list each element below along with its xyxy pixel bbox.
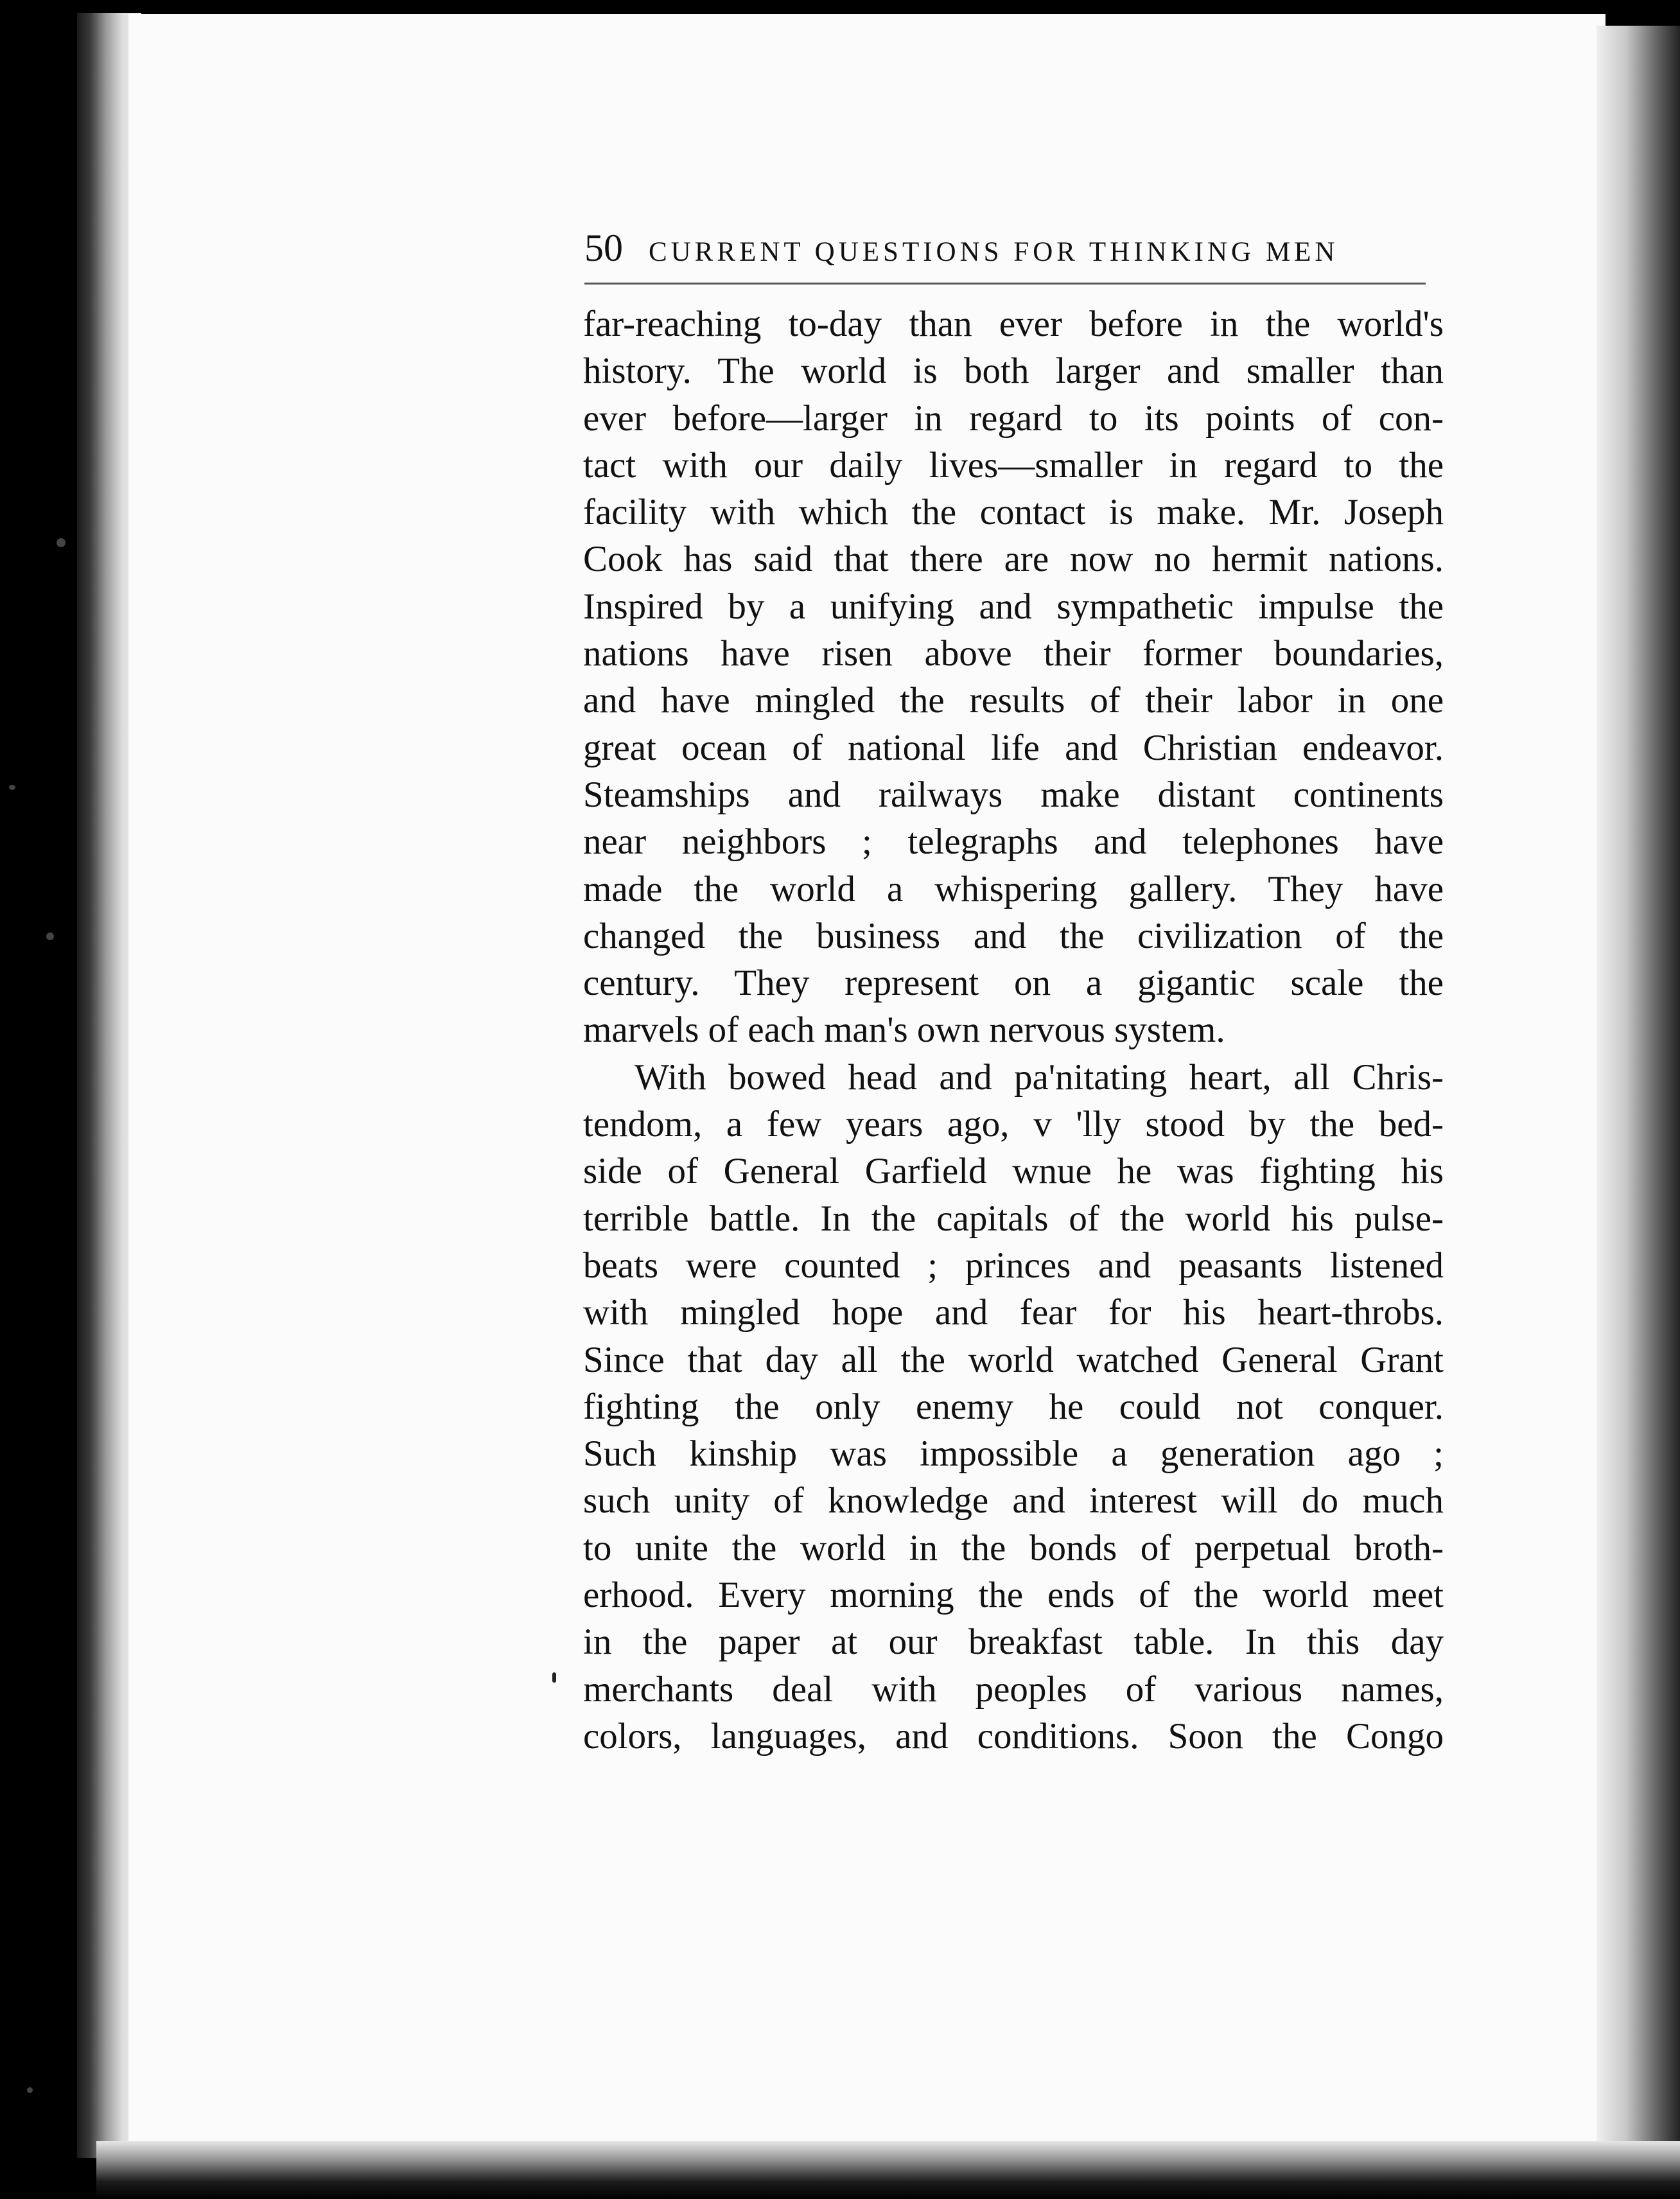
text-line: colors, languages, and conditions. Soon the Congo	[583, 1715, 1444, 1757]
text-line: history. The world is both larger and smaller than	[583, 351, 1444, 392]
margin-mark	[552, 1672, 556, 1683]
text-line: beats were counted ; princes and peasants listened	[583, 1245, 1444, 1286]
body-text	[583, 301, 1444, 1760]
scan-speck	[27, 2087, 33, 2093]
text-line: in the paper at our breakfast table. In this day	[583, 1622, 1444, 1663]
text-line: Cook has said that there are now no hermit nations.	[583, 539, 1444, 580]
paragraph-1	[583, 301, 1444, 1054]
page-bottom-edge	[96, 2141, 1680, 2199]
text-line: Since that day all the world watched General Grant	[583, 1339, 1444, 1380]
text-line: terrible battle. In the capitals of the world his pulse-	[583, 1198, 1444, 1239]
text-line: and have mingled the results of their labor in one	[583, 680, 1444, 721]
text-line: With bowed head and pa'nitating heart, all Chris-	[634, 1056, 1444, 1098]
text-line: to unite the world in the bonds of perpetual broth-	[583, 1527, 1444, 1568]
text-line: merchants deal with peoples of various names,	[583, 1669, 1444, 1710]
scan-speck	[9, 785, 15, 790]
page-fore-edge	[1597, 26, 1680, 2145]
text-line: facility with which the contact is make. Mr. Joseph	[583, 492, 1444, 533]
text-line: changed the business and the civilization of the	[583, 915, 1444, 956]
text-line: tendom, a few years ago, v 'lly stood by the bed-	[583, 1104, 1444, 1145]
running-title: CURRENT QUESTIONS FOR THINKING MEN	[649, 237, 1339, 267]
page-number: 50	[584, 227, 623, 269]
text-line: made the world a whispering gallery. They have	[583, 868, 1444, 909]
text-line: tact with our daily lives—smaller in regard to the	[583, 444, 1444, 486]
text-line: nations have risen above their former boundaries,	[583, 633, 1444, 674]
text-line: with mingled hope and fear for his heart-throbs.	[583, 1292, 1444, 1333]
text-line: Steamships and railways make distant continents	[583, 774, 1444, 815]
header-rule	[584, 283, 1426, 285]
text-line: erhood. Every morning the ends of the world meet	[583, 1575, 1444, 1616]
scan-speck	[57, 538, 66, 547]
scan-speck	[46, 933, 54, 940]
text-line: fighting the only enemy he could not conquer.	[583, 1386, 1444, 1427]
text-line: near neighbors ; telegraphs and telephones have	[583, 821, 1444, 863]
text-line: far-reaching to-day than ever before in the world's	[583, 304, 1444, 344]
text-line: such unity of knowledge and interest will do much	[583, 1480, 1444, 1521]
text-line: ever before—larger in regard to its points of con-	[583, 398, 1444, 439]
text-line: Such kinship was impossible a generation ago ;	[583, 1433, 1444, 1475]
running-head	[584, 226, 1439, 271]
text-line: side of General Garfield wnue he was fighting his	[583, 1151, 1444, 1192]
text-line: Inspired by a unifying and sympathetic impulse the	[583, 586, 1444, 627]
text-line: century. They represent on a gigantic scale the	[583, 963, 1444, 1004]
paragraph-2	[583, 1054, 1444, 1760]
text-line: marvels of each man's own nervous system.	[583, 1010, 1225, 1051]
text-line: great ocean of national life and Christian endeavor.	[583, 727, 1444, 768]
